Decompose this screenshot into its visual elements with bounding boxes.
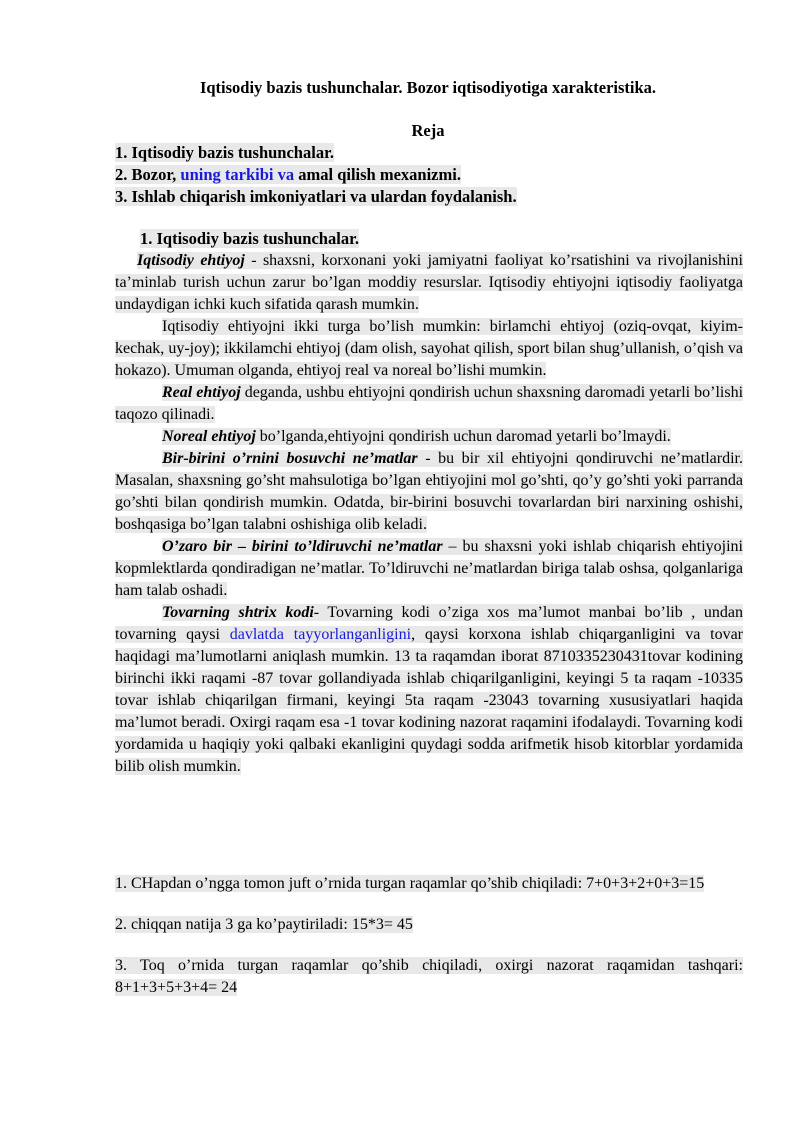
step-2-text: 2. chiqqan natija 3 ga ko’paytiriladi: 15*3= 45: [115, 916, 413, 933]
plan-item-2-link[interactable]: uning tarkibi va: [180, 165, 295, 184]
term-barcode: Tovarning shtrix kodi: [162, 604, 314, 621]
paragraph-2: [115, 316, 743, 382]
paragraph-7-text-end: , qaysi korxona ishlab chiqarganligini va tovar haqidagi ma’lumotlarni aniqlash mumkin. 13 ta raqamdan iborat 8710335230431tovar kodining birinchi ikki raqami -87 tovar gollandiyada ishlab chiqarilganligini, keyingi 5 ta raqam -10335 tovar ishlab chiqarilgan firmani, keyingi 5ta raqam -23043 tovarning xususiyatlari haqida ma’lumot beradi. Oxirgi raqam esa -1 tovar kodining nazorat raqamini ifodalaydi. Tovarning kodi yordamida u haqiqiy yoki qalbaki ekanligini quydagi sodda arifmetik hisob kitorblar yordamida bilib olish mumkin.: [115, 626, 744, 775]
paragraph-5-text: - bu bir xil ehtiyojni qondiruvchi ne’matlardir. Masalan, shaxsning go’sht mahsulotiga bo’lgan ehtiyojini mol go’shti, qo’y go’shti yoki parranda go’shti bilan qondirish mumkin. Odatda, bir-birini bosuvchi tovarlardan biri narxining oshishi, boshqasiga bo’lgan talabni oshishiga olib keladi.: [115, 450, 743, 533]
paragraph-2-text: Iqtisodiy ehtiyojni ikki turga bo’lish mumkin: birlamchi ehtiyoj (oziq-ovqat, kiyim-kechak, uy-joy); ikkilamchi ehtiyoj (dam olish, sayohat qilish, sport bilan shug’ullanish, o’qish va hokazo). Umuman olganda, ehtiyoj real va noreal bo’lishi mumkin.: [115, 318, 743, 379]
paragraph-7-link[interactable]: davlatda tayyorlanganligini: [229, 626, 412, 643]
section-heading: [140, 229, 359, 249]
paragraph-4-text: bo’lganda,ehtiyojni qondirish uchun daromad yetarli bo’lmaydi.: [255, 428, 671, 445]
calculation-steps: [115, 873, 743, 1018]
paragraph-7: [115, 602, 743, 778]
paragraph-1: [115, 250, 743, 316]
plan-item-2-end: amal qilish mexanizmi.: [294, 165, 461, 184]
plan-item-3: [115, 186, 743, 208]
section-heading-text: 1. Iqtisodiy bazis tushunchalar.: [140, 229, 360, 248]
term-substitute-goods: Bir-birini o’rnini bosuvchi ne’matlar: [162, 450, 418, 467]
step-1: [115, 873, 743, 895]
paragraph-5: [115, 448, 743, 536]
paragraph-1-text: - shaxsni, korxonani yoki jamiyatni faoliyat ko’rsatishini va rivojlanishini ta’minlab turish uchun zarur bo’lgan moddiy resurslar. Iqtisodiy ehtiyojni iqtisodiy faoliyatga undaydigan ichki kuch sifatida qarash mumkin.: [115, 252, 743, 313]
step-3: [115, 955, 743, 999]
paragraph-4: [115, 426, 743, 448]
plan-item-1: [115, 142, 743, 164]
plan-list: [115, 142, 743, 208]
step-3-text: 3. Toq o’rnida turgan raqamlar qo’shib chiqiladi, oxirgi nazorat raqamidan tashqari: 8+1+3+5+3+4= 24: [115, 957, 743, 996]
plan-item-2-start: 2. Bozor,: [115, 165, 181, 184]
plan-item-3-text: 3. Ishlab chiqarish imkoniyatlari va ulardan foydalanish.: [115, 187, 517, 206]
paragraph-6-text: – bu shaxsni yoki ishlab chiqarish ehtiyojini kopmlektlarda qondiradigan ne’matlar. To’ldiruvchi ne’matlardan biriga talab oshsa, qolganlariga ham talab oshadi.: [115, 538, 744, 599]
step-2: [115, 914, 743, 936]
document-title: Iqtisodiy bazis tushunchalar. Bozor iqtisodiyotiga xarakteristika.: [199, 78, 657, 97]
plan-heading: Reja: [411, 121, 445, 140]
plan-item-2: [115, 164, 743, 186]
paragraph-3: [115, 382, 743, 426]
plan-item-1-text: 1. Iqtisodiy bazis tushunchalar.: [115, 143, 335, 162]
body-text: [115, 250, 743, 778]
term-complementary-goods: O’zaro bir – birini to’ldiruvchi ne’matlar: [162, 538, 443, 555]
step-1-text: 1. CHapdan o’ngga tomon juft o’rnida turgan raqamlar qo’shib chiqiladi: 7+0+3+2+0+3=15: [115, 875, 705, 892]
paragraph-3-text: deganda, ushbu ehtiyojni qondirish uchun shaxsning daromadi yetarli bo’lishi taqozo qilinadi.: [115, 384, 744, 423]
term-noreal-ehtiyoj: Noreal ehtiyoj: [162, 428, 256, 445]
paragraph-6: [115, 536, 743, 602]
paragraph-7-text-start: - Tovarning kodi o’ziga xos ma’lumot manbai bo’lib , undan tovarning qaysi: [115, 604, 744, 643]
term-real-ehtiyoj: Real ehtiyoj: [162, 384, 241, 401]
term-iqtisodiy-ehtiyoj: Iqtisodiy ehtiyoj: [137, 252, 245, 269]
